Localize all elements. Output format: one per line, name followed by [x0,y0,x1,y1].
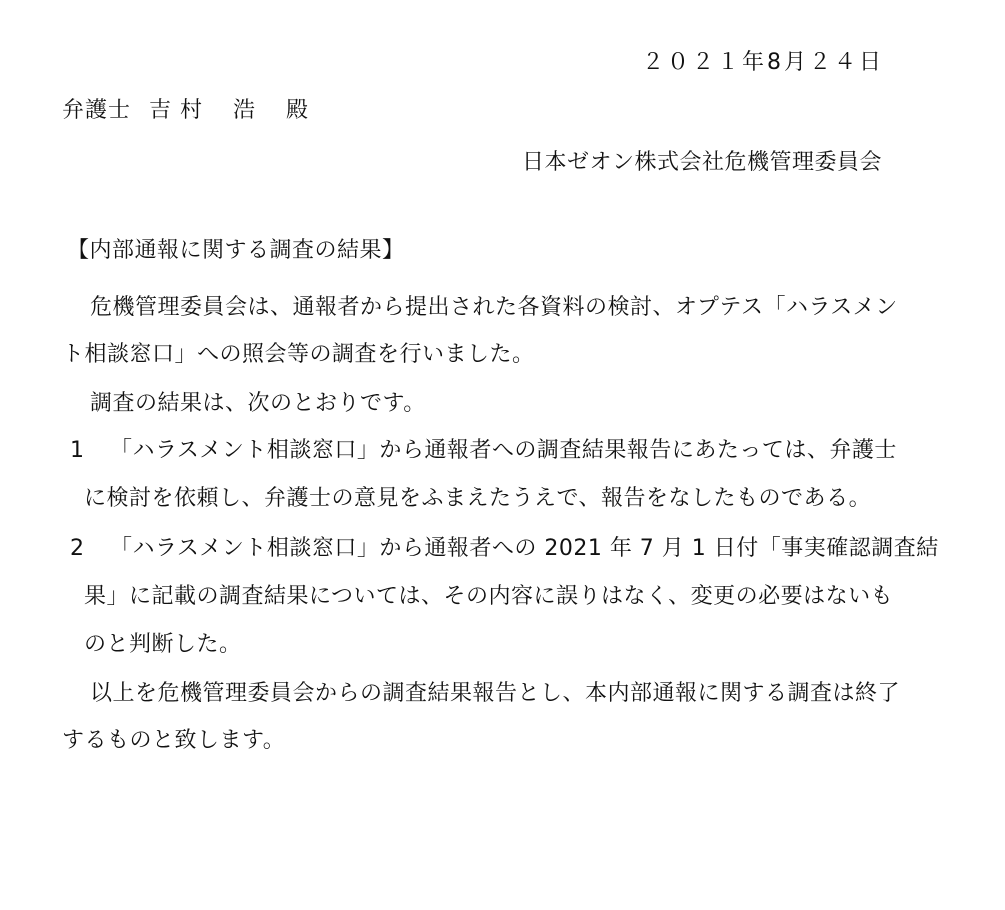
addressee-title: 弁護士 [62,98,132,123]
intro-line-2: ト相談窓口」への照会等の調査を行いました。 [62,342,535,367]
item-number: 2 [70,536,85,561]
closing-line-2: するものと致します。 [62,728,286,753]
section-heading: 【内部通報に関する調査の結果】 [67,238,405,263]
item-1-line-2: に検討を依頼し、弁護士の意見をふまえたうえで、報告をなしたものである。 [84,486,872,511]
addressee-honorific: 殿 [286,98,310,123]
item-1-line-1: 「ハラスメント相談窓口」から通報者への調査結果報告にあたっては、弁護士 [110,438,897,463]
item-2-line-2: 果」に記載の調査結果については、その内容に誤りはなく、変更の必要はないも [84,584,894,609]
closing-line-1: 以上を危機管理委員会からの調査結果報告とし、本内部通報に関する調査は終了 [90,681,901,706]
addressee [62,96,309,126]
item-2-line-1: 「ハラスメント相談窓口」から通報者への 2021 年 7 月 1 日付「事実確認調査結 [110,536,939,561]
sender: 日本ゼオン株式会社危機管理委員会 [522,150,883,175]
addressee-surname: 吉 村 [149,98,204,123]
intro-line-3: 調査の結果は、次のとおりです。 [90,391,426,416]
item-number: 1 [70,438,85,463]
addressee-given-name: 浩 [233,98,257,123]
intro-line-1: 危機管理委員会は、通報者から提出された各資料の検討、オプテス「ハラスメン [90,295,898,320]
document-date: ２０２１年8月２４日 [642,50,884,75]
item-2-line-3: のと判断した。 [84,632,242,657]
